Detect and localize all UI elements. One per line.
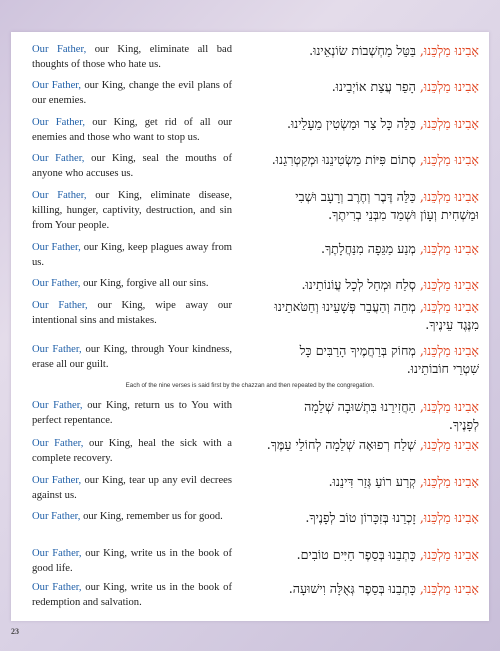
- verse-hebrew-lead: אָבִינוּ מַלְכֵּנוּ,: [419, 547, 479, 562]
- verse-hebrew-lead: אָבִינוּ מַלְכֵּנוּ,: [419, 299, 479, 314]
- verse-english: [32, 580, 232, 610]
- verse-hebrew-text: סְתוֹם פִּיּוֹת מַשְׂטִינֵנוּ וּמְקַטְרִגֵנוּ.: [271, 152, 420, 167]
- verse-english-text: our King, wipe away our intentional sins and mistakes.: [32, 300, 232, 326]
- verse-english: [32, 188, 232, 233]
- verse-english-text: our King, through Your kindness, erase all our guilt.: [32, 344, 232, 370]
- verse-hebrew: [229, 546, 479, 564]
- verse-hebrew: [229, 276, 479, 294]
- prayer-page: [11, 32, 489, 621]
- verse-hebrew: [229, 342, 479, 378]
- verse-english-text: our King, forgive all our sins.: [80, 278, 209, 289]
- verse-hebrew-text: סְלַח וּמְחַל לְכָל עֲוֹנוֹתֵינוּ.: [301, 277, 420, 292]
- verse-hebrew: [229, 398, 479, 434]
- verse-english-lead: Our Father,: [32, 80, 82, 91]
- verse-english-lead: Our Father,: [32, 117, 86, 128]
- verse-english-lead: Our Father,: [32, 475, 82, 486]
- verse-hebrew-text: כָּתְבֵנוּ בְּסֵפֶר גְּאֻלָּה וִישׁוּעָה.: [288, 581, 420, 596]
- verse-hebrew-text: מְחוֹק בְּרַחֲמֶיךָ הָרַבִּים כָּל: [299, 343, 420, 358]
- verse-english-text: our King, eliminate disease, killing, hunger, captivity, destruction, and sin from Your people.: [32, 190, 232, 231]
- verse-hebrew-lead: אָבִינוּ מַלְכֵּנוּ,: [419, 437, 479, 452]
- verse-english-lead: Our Father,: [32, 153, 85, 164]
- verse-hebrew-lead: אָבִינוּ מַלְכֵּנוּ,: [419, 116, 479, 131]
- verse-english-text: our King, remember us for good.: [80, 511, 223, 522]
- verse-english: [32, 42, 232, 72]
- verse-hebrew: [229, 78, 479, 96]
- verse-hebrew-text: מְנַע מַגֵּפָה מִנַּחֲלָתֶךָ.: [320, 241, 420, 256]
- verse-hebrew-text: בַּטֵּל מַחְשְׁבוֹת שׂוֹנְאֵינוּ.: [309, 43, 420, 58]
- verse-english-text: our King, keep plagues away from us.: [32, 242, 232, 268]
- verse-english-lead: Our Father,: [32, 190, 87, 201]
- verse-hebrew-lead: אָבִינוּ מַלְכֵּנוּ,: [419, 510, 479, 525]
- verse-hebrew-text: וּמַשְׁחִית וְעָוֹן וּשְׁמַד מִבְּנֵי בְרִיתֶךָ.: [328, 207, 479, 222]
- verse-english: [32, 473, 232, 503]
- verse-english-text: our King, tear up any evil decrees against us.: [32, 475, 232, 501]
- verse-english-text: our King, heal the sick with a complete recovery.: [32, 438, 232, 464]
- verse-english: [32, 436, 232, 466]
- verse-hebrew: [229, 42, 479, 60]
- verse-hebrew-text: שְׁלַח רְפוּאָה שְׁלֵמָה לְחוֹלֵי עַמֶּךָ.: [266, 437, 420, 452]
- verse-hebrew-text: הָפֵר עֲצַת אוֹיְבֵינוּ.: [331, 79, 420, 94]
- verse-hebrew-text: קְרַע רוֹעַ גְּזַר דִּינֵנוּ.: [328, 474, 420, 489]
- verse-hebrew-lead: אָבִינוּ מַלְכֵּנוּ,: [419, 241, 479, 256]
- verse-english-lead: Our Father,: [32, 344, 82, 355]
- verse-english: [32, 78, 232, 108]
- verse-english-text: our King, seal the mouths of anyone who accuses us.: [32, 153, 232, 179]
- verse-english: [32, 115, 232, 145]
- verse-hebrew-text: כַּלֵּה דֶּבֶר וְחֶרֶב וְרָעָב וּשְׁבִי: [295, 189, 420, 204]
- verse-hebrew-text: הַחֲזִירֵנוּ בִּתְשׁוּבָה שְׁלֵמָה: [304, 399, 420, 414]
- verse-hebrew-text: שִׁטְרֵי חוֹבוֹתֵינוּ.: [406, 361, 479, 376]
- verse-english-lead: Our Father,: [32, 44, 87, 55]
- verse-english: [32, 546, 232, 576]
- verse-hebrew-lead: אָבִינוּ מַלְכֵּנוּ,: [419, 152, 479, 167]
- verse-hebrew-lead: אָבִינוּ מַלְכֵּנוּ,: [419, 277, 479, 292]
- verse-hebrew-lead: אָבִינוּ מַלְכֵּנוּ,: [419, 343, 479, 358]
- verse-hebrew-text: מִנֶּגֶד עֵינֶיךָ.: [425, 317, 479, 332]
- verse-hebrew: [229, 240, 479, 258]
- verse-hebrew: [229, 151, 479, 169]
- verse-english: [32, 342, 232, 372]
- verse-english-text: our King, return us to You with perfect repentance.: [32, 400, 232, 426]
- verse-hebrew-text: מְחֵה וְהַעֲבֵר פְּשָׁעֵינוּ וְחַטֹּאתֵינוּ: [274, 299, 420, 314]
- verse-english-text: our King, change the evil plans of our enemies.: [32, 80, 232, 106]
- verse-english: [32, 298, 232, 328]
- page-number: 23: [11, 627, 19, 636]
- verse-english: [32, 276, 232, 291]
- verse-english: [32, 240, 232, 270]
- verse-hebrew-text: זָכְרֵנוּ בְּזִכָּרוֹן טוֹב לְפָנֶיךָ.: [305, 510, 420, 525]
- verse-english: [32, 151, 232, 181]
- verse-hebrew-text: כָּתְבֵנוּ בְּסֵפֶר חַיִּים טוֹבִים.: [296, 547, 420, 562]
- verse-english-lead: Our Father,: [32, 242, 81, 253]
- verse-english-lead: Our Father,: [32, 548, 82, 559]
- verse-hebrew: [229, 188, 479, 224]
- verse-english-text: our King, eliminate all bad thoughts of those who hate us.: [32, 44, 232, 70]
- verse-english-text: our King, write us in the book of redemption and salvation.: [32, 582, 232, 608]
- chazzan-note: Each of the nine verses is said first by the chazzan and then repeated by the congregation.: [125, 382, 375, 389]
- verse-hebrew-text: כַּלֵּה כָּל צַר וּמַשְׂטִין מֵעָלֵינוּ.: [286, 116, 420, 131]
- verse-hebrew: [229, 509, 479, 527]
- verse-hebrew-lead: אָבִינוּ מַלְכֵּנוּ,: [419, 474, 479, 489]
- verse-english-lead: Our Father,: [32, 278, 81, 289]
- verse-english-lead: Our Father,: [32, 511, 81, 522]
- verse-hebrew-text: לְפָנֶיךָ.: [448, 417, 479, 432]
- verse-hebrew-lead: אָבִינוּ מַלְכֵּנוּ,: [419, 399, 479, 414]
- verse-english-lead: Our Father,: [32, 438, 84, 449]
- verse-english-text: our King, get rid of all our enemies and those who want to stop us.: [32, 117, 232, 143]
- verse-english-lead: Our Father,: [32, 582, 82, 593]
- verse-hebrew: [229, 473, 479, 491]
- verse-english-lead: Our Father,: [32, 400, 83, 411]
- verse-hebrew-lead: אָבִינוּ מַלְכֵּנוּ,: [419, 581, 479, 596]
- verse-hebrew: [229, 580, 479, 598]
- verse-english: [32, 398, 232, 428]
- verse-english-lead: Our Father,: [32, 300, 88, 311]
- verse-hebrew: [229, 436, 479, 454]
- verse-english-text: our King, write us in the book of good life.: [32, 548, 232, 574]
- verse-english: [32, 509, 232, 524]
- verse-hebrew-lead: אָבִינוּ מַלְכֵּנוּ,: [419, 189, 479, 204]
- verse-hebrew: [229, 298, 479, 334]
- verse-hebrew-lead: אָבִינוּ מַלְכֵּנוּ,: [419, 43, 479, 58]
- verse-hebrew-lead: אָבִינוּ מַלְכֵּנוּ,: [419, 79, 479, 94]
- verse-hebrew: [229, 115, 479, 133]
